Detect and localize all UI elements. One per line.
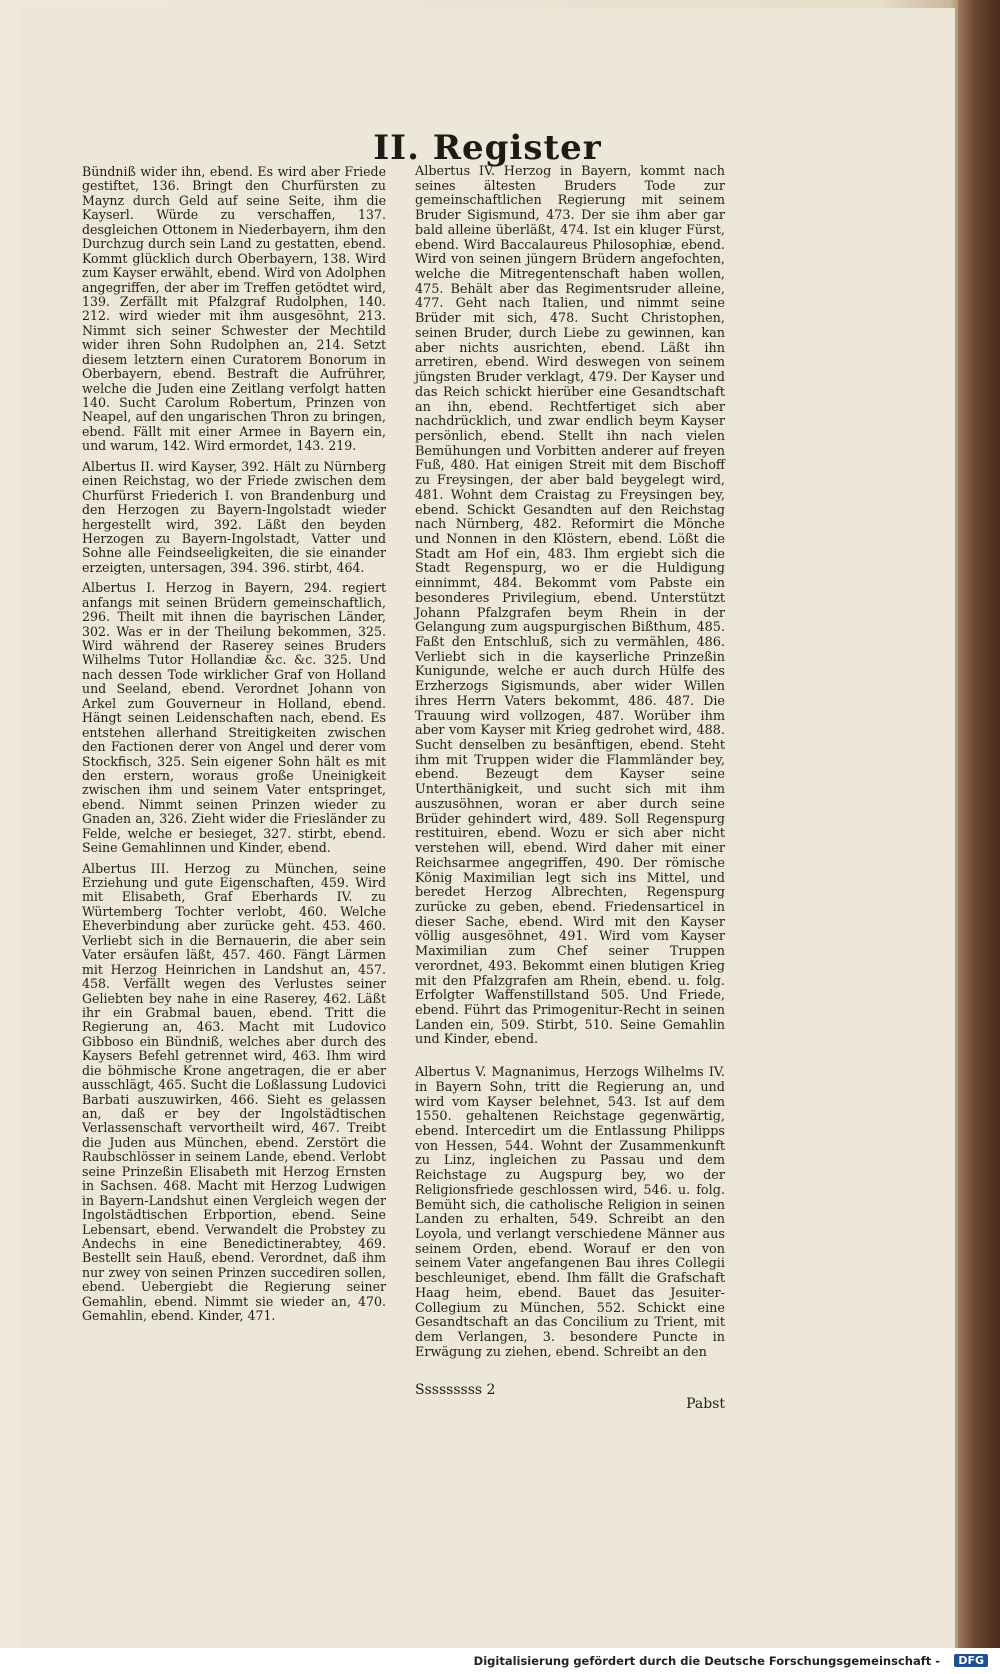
register-page — [20, 8, 955, 1648]
digitization-footer — [0, 1648, 1000, 1674]
register-entry-albertus-ii: Albertus II. wird Kayser, 392. Hält zu Nürnberg einen Reichstag, wo der Friede zwischen dem Churfürst Friederich I. von Brandenburg und den Herzogen zu Bayern-Ingolstadt wieder hergestellt wird, 392. Läßt den beyden Herzogen zu Bayern-Ingolstadt, Vatter und Sohne alle Feindseeligkeiten, die sie einander erzeigten, untersagen, 394. 396. stirbt, 464. — [82, 458, 386, 575]
register-entry-albertus-i-duke: Albertus I. Herzog in Bayern, 294. regiert anfangs mit seinen Brüdern gemeinschaftlich, 296. Theilt mit ihnen die bayrischen Länder, 302. Was er in der Theilung bekommen, 325. Wird während der Raserey seines Bruders Wilhelms Tutor Hollandiæ &c. &c. 325. Und nach dessen Tode wirklicher Graf von Holland und Seeland, ebend. Verordnet Johann von Arkel zum Gouverneur in Holland, ebend. Hängt seinen Leidenschaften nach, ebend. Es entstehen allerhand Streitigkeiten zwischen den Factionen derer von Angel und derer vom Stockfisch, 325. Sein eigener Sohn hält es mit den erstern, woraus große Uneinigkeit zwischen ihm und seinem Vater entspringet, ebend. Nimmt seinen Prinzen wieder zu Gnaden an, 326. Zieht wider die Friesländer zu Felde, welche er besieget, 327. stirbt, ebend. Seine Gemahlinnen und Kinder, ebend. — [82, 580, 386, 856]
signature-mark: Sssssssss 2 — [415, 1382, 496, 1398]
right-column — [415, 165, 725, 1361]
register-entry-albertus-iii: Albertus III. Herzog zu München, seine Erziehung und gute Eigenschaften, 459. Wird mit Elisabeth, Graf Eberhards IV. zu Würtemberg Tochter verlobt, 460. Welche Eheverbindung aber zurücke geht. 453. 460. Verliebt sich in die Bernauerin, die aber sein Vater ersäufen läßt, 457. 460. Fängt Lärmen mit Herzog Heinrichen in Landshut an, 457. 458. Verfällt wegen des Verlustes seiner Geliebten bey nahe in eine Raserey, 462. Läßt ihr ein Grabmal bauen, ebend. Tritt die Regierung an, 463. Macht mit Ludovico Gibboso ein Bündniß, welches aber durch des Kaysers Befehl getrennet wird, 463. Ihm wird die böhmische Krone angetragen, die er aber ausschlägt, 465. Sucht die Loßlassung Ludovici Barbati auszuwirken, 466. Sieht es gelassen an, daß er bey der Ingolstädtischen Verlassenschaft vervortheilt wird, 467. Treibt die Juden aus München, ebend. Zerstört die Raubschlösser in seinem Lande, ebend. Verlobt seine Prinzeßin Elisabeth mit Herzog Ernsten in Sachsen. 468. Macht mit Herzog Ludwigen in Bayern-Landshut einen Vergleich wegen der Ingolstädtischen Erbportion, ebend. Seine Lebensart, ebend. Verwandelt die Probstey zu Andechs in eine Benedictinerabtey, 469. Bestellt sein Hauß, ebend. Verordnet, daß ihm nur zwey von seinen Prinzen succediren sollen, ebend. Uebergiebt die Regierung seiner Gemahlin, ebend. Nimmt sie wieder an, 470. Gemahlin, ebend. Kinder, 471. — [82, 860, 386, 1324]
register-entry-albertus-iv: Albertus IV. Herzog in Bayern, kommt nach seines ältesten Bruders Tode zur gemeinschaftlichen Regierung mit seinem Bruder Sigismund, 473. Der sie ihm aber gar bald alleine überläßt, 474. Ist ein kluger Fürst, ebend. Wird Baccalaureus Philosophiæ, ebend. Wird von seinen jüngern Brüdern angefochten, welche die Mitregentenschaft haben wollen, 475. Behält aber das Regimentsruder alleine, 477. Geht nach Italien, und nimmt seine Brüder mit sich, 478. Sucht Christophen, seinen Bruder, durch Liebe zu gewinnen, kan aber nichts ausrichten, ebend. Läßt ihn arretiren, ebend. Wird deswegen von seinem jüngsten Bruder verklagt, 479. Der Kayser und das Reich schickt hierüber eine Gesandtschaft an ihn, ebend. Rechtfertiget sich aber nachdrücklich, und zwar endlich beym Kayser persönlich, ebend. Stellt ihn nach vielen Bemühungen und Vorbitten anderer auf freyen Fuß, 480. Hat einigen Streit mit dem Bischoff zu Freysingen, der aber bald beygelegt wird, 481. Wohnt dem Craistag zu Freysingen bey, ebend. Schickt Gesandten auf den Reichstag nach Nürnberg, 482. Reformirt die Mönche und Nonnen in den Klöstern, ebend. Lößt die Stadt am Hof ein, 483. Ihm ergiebt sich die Stadt Regenspurg, wo er die Huldigung einnimmt, 484. Bekommt vom Pabste ein besonderes Privilegium, ebend. Unterstützt Johann Pfalzgrafen beym Rhein in der Gelangung zum augspurgischen Bißthum, 485. Faßt den Entschluß, sich zu vermählen, 486. Verliebt sich in die kayserliche Prinzeßin Kunigunde, welche er auch durch Hülfe des Erzherzogs Sigismunds, aber wider Willen ihres Herrn Vaters bekommt, 486. 487. Die Trauung wird vollzogen, 487. Worüber ihm aber vom Kayser mit Krieg gedrohet wird, 488. Sucht denselben zu besänftigen, ebend. Steht ihm mit Truppen wider die Flammländer bey, ebend. Bezeugt dem Kayser seine Unterthänigkeit, und sucht sich mit ihm auszusöhnen, woran er aber durch seine Brüder gehindert wird, 489. Soll Regenspurg restituiren, ebend. Wozu er sich aber nicht verstehen will, ebend. Wird daher mit einer Reichsarmee angegriffen, 490. Der römische König Maximilian legt sich ins Mittel, und beredet Herzog Albrechten, Regenspurg zurücke zu geben, ebend. Friedensarticel in dieser Sache, ebend. Wird mit den Kayser völlig ausgesöhnet, 491. Wird vom Kayser Maximilian zum Chef seiner Truppen verordnet, 493. Bekommt einen blutigen Krieg mit den Pfalzgrafen am Rhein, ebend. u. folg. Erfolgter Waffenstillstand 505. Und Friede, ebend. Führt das Primogenitur-Recht in seinen Landen ein, 509. Stirbt, 510. Seine Gemahlin und Kinder, ebend. — [415, 164, 725, 1048]
catchword: Pabst — [686, 1396, 725, 1412]
register-entry-albertus-v: Albertus V. Magnanimus, Herzogs Wilhelms IV. in Bayern Sohn, tritt die Regierung an, und wird vom Kayser belehnet, 543. Ist auf dem 1550. gehaltenen Reichstage gegenwärtig, ebend. Intercedirt um die Entlassung Philipps von Hessen, 544. Wohnt der Zusammenkunft zu Linz, ingleichen zu Passau und dem Reichstage zu Augspurg bey, wo der Religionsfriede geschlossen wird, 546. u. folg. Bemüht sich, die catholische Religion in seinen Landen zu erhalten, 549. Schreibt an den Loyola, und verlangt verschiedene Männer aus seinem Orden, ebend. Worauf er den von seinem Vater angefangenen Bau ihres Collegii beschleuniget, ebend. Ihm fällt die Grafschaft Haag heim, ebend. Bauet das Jesuiter-Collegium zu München, 552. Schickt eine Gesandtschaft an das Concilium zu Trient, mit dem Verlangen, 3. besondere Puncte in Erwägung zu ziehen, ebend. Schreibt an den — [415, 1065, 725, 1360]
left-column — [82, 165, 386, 1324]
book-page-edges — [958, 0, 1000, 1650]
page-title: II. Register — [373, 128, 602, 168]
register-entry-albertus-i-king: Bündniß wider ihn, ebend. Es wird aber Friede gestiftet, 136. Bringt den Churfürsten zu Maynz durch Geld auf seine Seite, ihm die Kayserl. Würde zu verschaffen, 137. desgleichen Ottonem in Niederbayern, ihm den Durchzug durch sein Land zu gestatten, ebend. Kommt glücklich durch Oberbayern, 138. Wird zum Kayser erwählt, ebend. Wird von Adolphen angegriffen, der aber im Treffen getödtet wird, 139. Zerfällt mit Pfalzgraf Rudolphen, 140. 212. wird wieder mit ihm ausgesöhnt, 213. Nimmt sich seiner Schwester der Mechtild wider ihren Sohn Rudolphen an, 214. Setzt diesem letztern einen Curatorem Bonorum in Oberbayern, ebend. Bestraft die Aufrührer, welche die Juden eine Zeitlang verfolgt hatten 140. Sucht Carolum Robertum, Prinzen von Neapel, auf den ungarischen Thron zu bringen, ebend. Fällt mit einer Armee in Bayern ein, und warum, 142. Wird ermordet, 143. 219. — [82, 164, 386, 454]
footer-credit: Digitalisierung gefördert durch die Deutsche Forschungsgemeinschaft - — [473, 1654, 940, 1668]
dfg-logo: DFG — [954, 1654, 988, 1667]
